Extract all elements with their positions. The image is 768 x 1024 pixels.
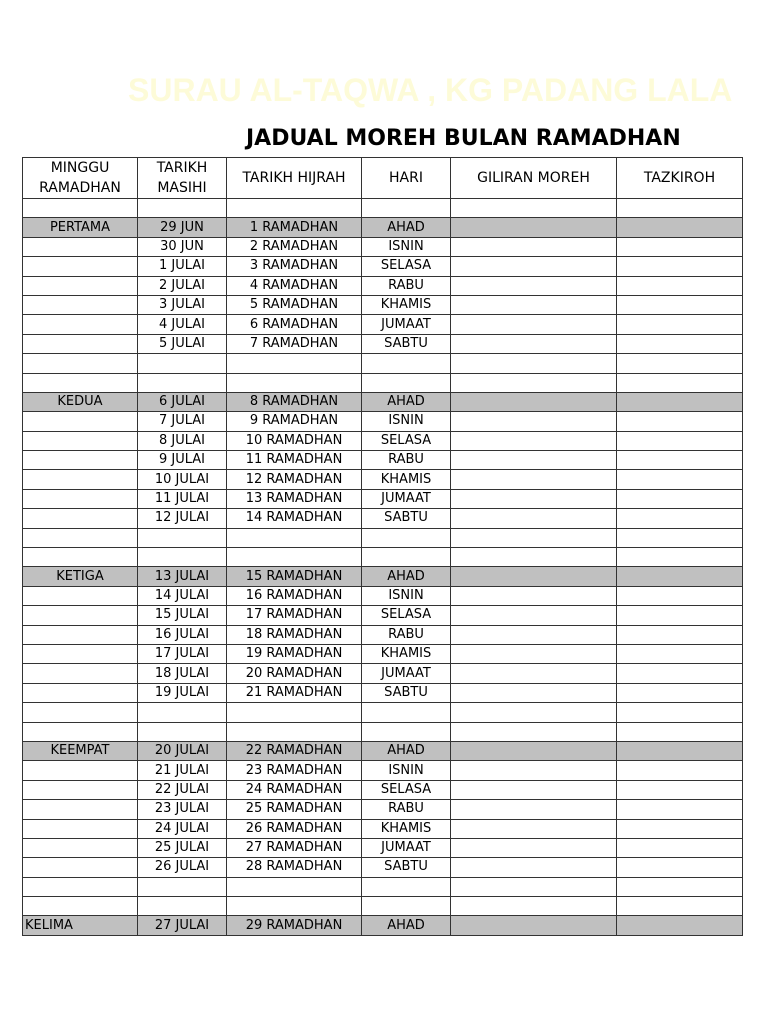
cell-giliran-moreh bbox=[451, 741, 617, 760]
cell-tarikh-hijrah: 28 RAMADHAN bbox=[227, 858, 362, 877]
cell-tarikh-masihi bbox=[138, 528, 227, 547]
cell-tarikh-hijrah: 10 RAMADHAN bbox=[227, 431, 362, 450]
cell-minggu bbox=[23, 625, 138, 644]
cell-tazkiroh bbox=[617, 295, 743, 314]
cell-minggu: KEDUA bbox=[23, 392, 138, 411]
cell-minggu bbox=[23, 838, 138, 857]
cell-tarikh-masihi: 5 JULAI bbox=[138, 334, 227, 353]
cell-hari: JUMAAT bbox=[362, 838, 451, 857]
cell-minggu bbox=[23, 431, 138, 450]
cell-giliran-moreh bbox=[451, 218, 617, 237]
cell-giliran-moreh bbox=[451, 838, 617, 857]
cell-tazkiroh bbox=[617, 897, 743, 916]
cell-tarikh-masihi: 21 JULAI bbox=[138, 761, 227, 780]
table-row bbox=[23, 838, 743, 857]
cell-tarikh-masihi: 19 JULAI bbox=[138, 683, 227, 702]
cell-giliran-moreh bbox=[451, 761, 617, 780]
cell-tazkiroh bbox=[617, 625, 743, 644]
table-row bbox=[23, 412, 743, 431]
cell-tarikh-hijrah: 6 RAMADHAN bbox=[227, 315, 362, 334]
cell-tarikh-hijrah: 7 RAMADHAN bbox=[227, 334, 362, 353]
cell-minggu bbox=[23, 703, 138, 722]
cell-tazkiroh bbox=[617, 664, 743, 683]
cell-tarikh-hijrah bbox=[227, 354, 362, 373]
cell-tarikh-masihi: 8 JULAI bbox=[138, 431, 227, 450]
table-row bbox=[23, 741, 743, 760]
table-row bbox=[23, 218, 743, 237]
cell-minggu bbox=[23, 780, 138, 799]
table-row bbox=[23, 703, 743, 722]
col-header-hari: HARI bbox=[362, 158, 451, 199]
cell-tazkiroh bbox=[617, 334, 743, 353]
table-row bbox=[23, 877, 743, 896]
cell-tarikh-hijrah: 15 RAMADHAN bbox=[227, 567, 362, 586]
cell-tarikh-masihi bbox=[138, 199, 227, 218]
table-row bbox=[23, 451, 743, 470]
table-row bbox=[23, 528, 743, 547]
cell-hari: AHAD bbox=[362, 567, 451, 586]
cell-tarikh-hijrah bbox=[227, 877, 362, 896]
cell-tazkiroh bbox=[617, 354, 743, 373]
table-row bbox=[23, 199, 743, 218]
cell-hari: JUMAAT bbox=[362, 664, 451, 683]
table-row bbox=[23, 683, 743, 702]
cell-tarikh-hijrah: 16 RAMADHAN bbox=[227, 586, 362, 605]
cell-tarikh-masihi bbox=[138, 354, 227, 373]
table-row bbox=[23, 392, 743, 411]
cell-tazkiroh bbox=[617, 567, 743, 586]
cell-giliran-moreh bbox=[451, 606, 617, 625]
cell-giliran-moreh bbox=[451, 295, 617, 314]
col-header-tarikh-masihi: TARIKH MASIHI bbox=[138, 158, 227, 199]
cell-giliran-moreh bbox=[451, 586, 617, 605]
cell-giliran-moreh bbox=[451, 916, 617, 935]
cell-tarikh-masihi bbox=[138, 897, 227, 916]
cell-hari: ISNIN bbox=[362, 412, 451, 431]
cell-giliran-moreh bbox=[451, 451, 617, 470]
cell-tarikh-hijrah: 14 RAMADHAN bbox=[227, 509, 362, 528]
cell-giliran-moreh bbox=[451, 334, 617, 353]
cell-giliran-moreh bbox=[451, 897, 617, 916]
cell-tazkiroh bbox=[617, 819, 743, 838]
cell-giliran-moreh bbox=[451, 392, 617, 411]
cell-tazkiroh bbox=[617, 470, 743, 489]
cell-hari: SELASA bbox=[362, 606, 451, 625]
cell-tarikh-masihi bbox=[138, 877, 227, 896]
table-row bbox=[23, 800, 743, 819]
cell-tarikh-hijrah bbox=[227, 897, 362, 916]
cell-minggu: KELIMA bbox=[23, 916, 138, 935]
cell-tarikh-masihi: 10 JULAI bbox=[138, 470, 227, 489]
cell-hari: RABU bbox=[362, 800, 451, 819]
cell-tarikh-hijrah bbox=[227, 722, 362, 741]
cell-giliran-moreh bbox=[451, 683, 617, 702]
cell-hari: KHAMIS bbox=[362, 295, 451, 314]
cell-minggu bbox=[23, 295, 138, 314]
cell-tazkiroh bbox=[617, 722, 743, 741]
cell-tarikh-masihi: 22 JULAI bbox=[138, 780, 227, 799]
cell-tarikh-masihi: 25 JULAI bbox=[138, 838, 227, 857]
table-row bbox=[23, 606, 743, 625]
cell-tazkiroh bbox=[617, 199, 743, 218]
cell-minggu bbox=[23, 315, 138, 334]
cell-tarikh-masihi: 14 JULAI bbox=[138, 586, 227, 605]
cell-minggu bbox=[23, 858, 138, 877]
cell-tarikh-masihi: 1 JULAI bbox=[138, 257, 227, 276]
cell-tazkiroh bbox=[617, 392, 743, 411]
cell-minggu bbox=[23, 451, 138, 470]
cell-giliran-moreh bbox=[451, 412, 617, 431]
cell-tarikh-hijrah: 25 RAMADHAN bbox=[227, 800, 362, 819]
cell-tarikh-masihi: 15 JULAI bbox=[138, 606, 227, 625]
cell-tazkiroh bbox=[617, 761, 743, 780]
cell-hari bbox=[362, 703, 451, 722]
cell-hari: RABU bbox=[362, 276, 451, 295]
cell-tarikh-masihi: 9 JULAI bbox=[138, 451, 227, 470]
cell-tazkiroh bbox=[617, 237, 743, 256]
cell-giliran-moreh bbox=[451, 354, 617, 373]
cell-giliran-moreh bbox=[451, 237, 617, 256]
cell-tazkiroh bbox=[617, 780, 743, 799]
cell-minggu bbox=[23, 528, 138, 547]
cell-hari bbox=[362, 548, 451, 567]
cell-tazkiroh bbox=[617, 489, 743, 508]
cell-minggu: KEEMPAT bbox=[23, 741, 138, 760]
cell-tazkiroh bbox=[617, 586, 743, 605]
cell-hari: SELASA bbox=[362, 431, 451, 450]
cell-tazkiroh bbox=[617, 218, 743, 237]
cell-tazkiroh bbox=[617, 741, 743, 760]
cell-tazkiroh bbox=[617, 683, 743, 702]
table-row bbox=[23, 509, 743, 528]
cell-tarikh-masihi: 29 JUN bbox=[138, 218, 227, 237]
cell-tarikh-masihi: 2 JULAI bbox=[138, 276, 227, 295]
col-header-tarikh-hijrah: TARIKH HIJRAH bbox=[227, 158, 362, 199]
cell-giliran-moreh bbox=[451, 276, 617, 295]
cell-giliran-moreh bbox=[451, 858, 617, 877]
cell-hari: KHAMIS bbox=[362, 470, 451, 489]
cell-hari: KHAMIS bbox=[362, 819, 451, 838]
cell-hari: SABTU bbox=[362, 334, 451, 353]
cell-tarikh-masihi: 11 JULAI bbox=[138, 489, 227, 508]
cell-minggu bbox=[23, 800, 138, 819]
table-row bbox=[23, 858, 743, 877]
cell-hari bbox=[362, 528, 451, 547]
table-row bbox=[23, 470, 743, 489]
cell-minggu bbox=[23, 509, 138, 528]
table-body bbox=[23, 199, 743, 936]
cell-giliran-moreh bbox=[451, 780, 617, 799]
table-row bbox=[23, 722, 743, 741]
table-row bbox=[23, 315, 743, 334]
cell-hari: JUMAAT bbox=[362, 489, 451, 508]
cell-hari: SABTU bbox=[362, 683, 451, 702]
cell-giliran-moreh bbox=[451, 257, 617, 276]
table-row bbox=[23, 625, 743, 644]
cell-hari: ISNIN bbox=[362, 586, 451, 605]
cell-minggu: PERTAMA bbox=[23, 218, 138, 237]
cell-minggu bbox=[23, 548, 138, 567]
schedule-table bbox=[22, 157, 743, 936]
cell-minggu bbox=[23, 586, 138, 605]
cell-giliran-moreh bbox=[451, 431, 617, 450]
cell-giliran-moreh bbox=[451, 199, 617, 218]
cell-tarikh-masihi: 27 JULAI bbox=[138, 916, 227, 935]
cell-tarikh-masihi: 26 JULAI bbox=[138, 858, 227, 877]
table-row bbox=[23, 644, 743, 663]
table-header-row bbox=[23, 158, 743, 199]
cell-giliran-moreh bbox=[451, 315, 617, 334]
cell-minggu bbox=[23, 644, 138, 663]
cell-tarikh-hijrah bbox=[227, 703, 362, 722]
cell-tarikh-hijrah bbox=[227, 199, 362, 218]
cell-tarikh-masihi bbox=[138, 548, 227, 567]
cell-giliran-moreh bbox=[451, 373, 617, 392]
cell-hari: AHAD bbox=[362, 741, 451, 760]
cell-tazkiroh bbox=[617, 528, 743, 547]
cell-tarikh-masihi: 23 JULAI bbox=[138, 800, 227, 819]
cell-tarikh-masihi: 24 JULAI bbox=[138, 819, 227, 838]
cell-minggu bbox=[23, 722, 138, 741]
cell-tarikh-masihi: 13 JULAI bbox=[138, 567, 227, 586]
table-row bbox=[23, 761, 743, 780]
cell-giliran-moreh bbox=[451, 800, 617, 819]
cell-hari: KHAMIS bbox=[362, 644, 451, 663]
cell-tazkiroh bbox=[617, 451, 743, 470]
cell-tarikh-hijrah: 5 RAMADHAN bbox=[227, 295, 362, 314]
table-row bbox=[23, 567, 743, 586]
cell-tarikh-masihi: 6 JULAI bbox=[138, 392, 227, 411]
table-row bbox=[23, 295, 743, 314]
table-row bbox=[23, 548, 743, 567]
cell-hari bbox=[362, 877, 451, 896]
cell-minggu bbox=[23, 606, 138, 625]
cell-minggu: KETIGA bbox=[23, 567, 138, 586]
cell-tarikh-hijrah: 23 RAMADHAN bbox=[227, 761, 362, 780]
cell-giliran-moreh bbox=[451, 528, 617, 547]
cell-minggu bbox=[23, 237, 138, 256]
table-row bbox=[23, 897, 743, 916]
table-row bbox=[23, 819, 743, 838]
cell-tarikh-masihi: 12 JULAI bbox=[138, 509, 227, 528]
cell-minggu bbox=[23, 819, 138, 838]
cell-giliran-moreh bbox=[451, 644, 617, 663]
cell-tarikh-masihi: 7 JULAI bbox=[138, 412, 227, 431]
cell-tazkiroh bbox=[617, 412, 743, 431]
cell-minggu bbox=[23, 683, 138, 702]
table-row bbox=[23, 237, 743, 256]
cell-tazkiroh bbox=[617, 276, 743, 295]
cell-tazkiroh bbox=[617, 431, 743, 450]
table-row bbox=[23, 664, 743, 683]
cell-tazkiroh bbox=[617, 373, 743, 392]
cell-tarikh-hijrah bbox=[227, 548, 362, 567]
cell-tarikh-masihi bbox=[138, 703, 227, 722]
cell-giliran-moreh bbox=[451, 567, 617, 586]
cell-hari: AHAD bbox=[362, 916, 451, 935]
cell-tazkiroh bbox=[617, 800, 743, 819]
cell-hari bbox=[362, 722, 451, 741]
table-row bbox=[23, 586, 743, 605]
cell-hari bbox=[362, 199, 451, 218]
cell-tarikh-hijrah: 22 RAMADHAN bbox=[227, 741, 362, 760]
cell-tarikh-hijrah: 11 RAMADHAN bbox=[227, 451, 362, 470]
cell-tazkiroh bbox=[617, 858, 743, 877]
cell-tarikh-hijrah: 2 RAMADHAN bbox=[227, 237, 362, 256]
cell-hari: AHAD bbox=[362, 392, 451, 411]
cell-tarikh-hijrah bbox=[227, 528, 362, 547]
cell-tarikh-hijrah: 13 RAMADHAN bbox=[227, 489, 362, 508]
table-row bbox=[23, 257, 743, 276]
cell-hari: SABTU bbox=[362, 858, 451, 877]
cell-giliran-moreh bbox=[451, 509, 617, 528]
cell-tarikh-hijrah: 8 RAMADHAN bbox=[227, 392, 362, 411]
table-row bbox=[23, 354, 743, 373]
cell-minggu bbox=[23, 897, 138, 916]
cell-hari bbox=[362, 354, 451, 373]
cell-tazkiroh bbox=[617, 257, 743, 276]
cell-minggu bbox=[23, 412, 138, 431]
cell-tazkiroh bbox=[617, 606, 743, 625]
col-header-tazkiroh: TAZKIROH bbox=[617, 158, 743, 199]
cell-minggu bbox=[23, 664, 138, 683]
cell-tazkiroh bbox=[617, 838, 743, 857]
table-row bbox=[23, 373, 743, 392]
cell-minggu bbox=[23, 334, 138, 353]
cell-giliran-moreh bbox=[451, 664, 617, 683]
cell-tarikh-masihi: 3 JULAI bbox=[138, 295, 227, 314]
cell-tarikh-masihi: 20 JULAI bbox=[138, 741, 227, 760]
cell-tarikh-hijrah: 9 RAMADHAN bbox=[227, 412, 362, 431]
cell-hari: SELASA bbox=[362, 780, 451, 799]
cell-tarikh-hijrah: 29 RAMADHAN bbox=[227, 916, 362, 935]
table-row bbox=[23, 916, 743, 935]
cell-giliran-moreh bbox=[451, 703, 617, 722]
cell-tarikh-hijrah: 26 RAMADHAN bbox=[227, 819, 362, 838]
table-row bbox=[23, 489, 743, 508]
cell-giliran-moreh bbox=[451, 625, 617, 644]
cell-hari: JUMAAT bbox=[362, 315, 451, 334]
cell-hari: ISNIN bbox=[362, 237, 451, 256]
cell-hari bbox=[362, 897, 451, 916]
cell-hari: SABTU bbox=[362, 509, 451, 528]
cell-minggu bbox=[23, 489, 138, 508]
cell-tazkiroh bbox=[617, 877, 743, 896]
cell-giliran-moreh bbox=[451, 548, 617, 567]
cell-tarikh-hijrah: 18 RAMADHAN bbox=[227, 625, 362, 644]
cell-tarikh-hijrah bbox=[227, 373, 362, 392]
cell-hari: AHAD bbox=[362, 218, 451, 237]
cell-tarikh-hijrah: 27 RAMADHAN bbox=[227, 838, 362, 857]
cell-tarikh-hijrah: 17 RAMADHAN bbox=[227, 606, 362, 625]
cell-tarikh-hijrah: 4 RAMADHAN bbox=[227, 276, 362, 295]
cell-tazkiroh bbox=[617, 644, 743, 663]
table-row bbox=[23, 431, 743, 450]
cell-hari: RABU bbox=[362, 625, 451, 644]
col-header-minggu: MINGGU RAMADHAN bbox=[23, 158, 138, 199]
cell-giliran-moreh bbox=[451, 819, 617, 838]
page-title: JADUAL MOREH BULAN RAMADHAN bbox=[246, 126, 681, 151]
cell-tazkiroh bbox=[617, 548, 743, 567]
cell-tarikh-hijrah: 12 RAMADHAN bbox=[227, 470, 362, 489]
cell-tazkiroh bbox=[617, 509, 743, 528]
cell-minggu bbox=[23, 470, 138, 489]
table-row bbox=[23, 780, 743, 799]
cell-giliran-moreh bbox=[451, 470, 617, 489]
cell-giliran-moreh bbox=[451, 722, 617, 741]
cell-tarikh-masihi bbox=[138, 722, 227, 741]
cell-tarikh-masihi bbox=[138, 373, 227, 392]
cell-minggu bbox=[23, 761, 138, 780]
cell-tarikh-hijrah: 20 RAMADHAN bbox=[227, 664, 362, 683]
cell-tarikh-masihi: 30 JUN bbox=[138, 237, 227, 256]
cell-minggu bbox=[23, 276, 138, 295]
cell-minggu bbox=[23, 257, 138, 276]
cell-tarikh-hijrah: 3 RAMADHAN bbox=[227, 257, 362, 276]
table-row bbox=[23, 334, 743, 353]
cell-hari bbox=[362, 373, 451, 392]
col-header-giliran-moreh: GILIRAN MOREH bbox=[451, 158, 617, 199]
cell-minggu bbox=[23, 199, 138, 218]
cell-tarikh-masihi: 4 JULAI bbox=[138, 315, 227, 334]
cell-tarikh-hijrah: 1 RAMADHAN bbox=[227, 218, 362, 237]
cell-hari: ISNIN bbox=[362, 761, 451, 780]
organization-name: SURAU AL-TAQWA , KG PADANG LALA bbox=[128, 72, 733, 108]
cell-tarikh-hijrah: 21 RAMADHAN bbox=[227, 683, 362, 702]
cell-minggu bbox=[23, 373, 138, 392]
table-row bbox=[23, 276, 743, 295]
cell-tarikh-masihi: 18 JULAI bbox=[138, 664, 227, 683]
cell-tarikh-hijrah: 24 RAMADHAN bbox=[227, 780, 362, 799]
cell-tazkiroh bbox=[617, 916, 743, 935]
cell-tarikh-hijrah: 19 RAMADHAN bbox=[227, 644, 362, 663]
cell-minggu bbox=[23, 877, 138, 896]
cell-giliran-moreh bbox=[451, 877, 617, 896]
cell-tarikh-masihi: 17 JULAI bbox=[138, 644, 227, 663]
cell-tazkiroh bbox=[617, 703, 743, 722]
cell-tarikh-masihi: 16 JULAI bbox=[138, 625, 227, 644]
cell-minggu bbox=[23, 354, 138, 373]
cell-hari: RABU bbox=[362, 451, 451, 470]
cell-giliran-moreh bbox=[451, 489, 617, 508]
cell-tazkiroh bbox=[617, 315, 743, 334]
cell-hari: SELASA bbox=[362, 257, 451, 276]
